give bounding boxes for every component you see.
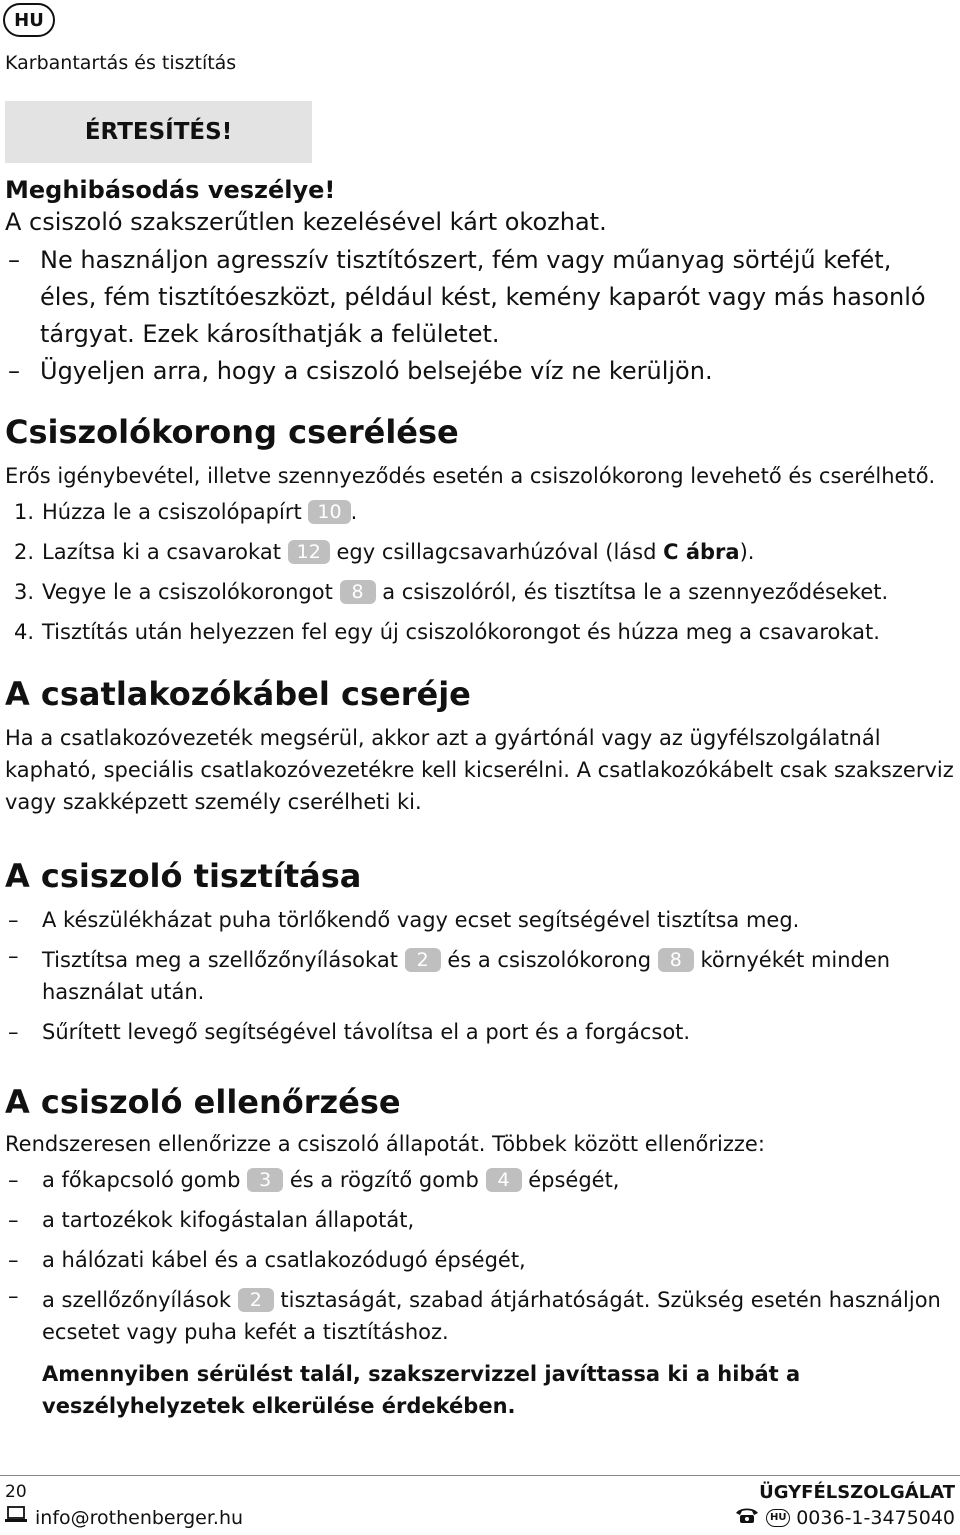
damage-warning-heading: Meghibásodás veszélye! [5,176,336,204]
section-title: A csiszoló ellenőrzése [5,1083,401,1121]
part-number-badge: 8 [340,580,376,604]
section-title: A csiszoló tisztítása [5,857,362,895]
step-item: 3. Vegye le a csiszolókorongot 8 a csiszolóról, és tisztítsa le a szennyeződéseket. [5,572,955,612]
repair-warning: Amennyiben sérülést talál, szakszervizzel javíttassa ki a hibát a veszélyhelyzetek elkerülése érdekében. [42,1362,801,1418]
customer-service-label: ÜGYFÉLSZOLGÁLAT [759,1482,955,1503]
email-link[interactable]: info@rothenberger.hu [35,1506,244,1529]
damage-warning-intro: A csiszoló szakszerűtlen kezelésével kárt okozhat. [5,208,607,236]
notice-item: – Ne használjon agresszív tisztítószert, fém vagy műanyag sörtéjű kefét, éles, fém tisztítóeszközt, például kést, kemény kaparót vagy más hasonló tárgyat. Ezek károsíthatják a felületet. [5,242,955,353]
step-number: 4. [14,620,35,644]
step-item: 2. Lazítsa ki a csavarokat 12 egy csillagcsavarhúzóval (lásd C ábra). [5,532,955,572]
list-item: – a szellőzőnyílások 2 tisztaságát, szabad átjárhatóságát. Szükség esetén használjon ecsetet vagy puha kefét a tisztításhoz. [5,1280,955,1352]
section-title: Csiszolókorong cserélése [5,413,459,451]
language-badge: HU [3,3,55,37]
step-number: 1. [14,500,35,524]
step-item: 4. Tisztítás után helyezzen fel egy új csiszolókorongot és húzza meg a csavarokat. [5,612,955,652]
list-item: – a hálózati kábel és a csatlakozódugó épségét, [5,1240,955,1280]
part-number-badge: 2 [405,948,441,972]
paragraph: Rendszeresen ellenőrizze a csiszoló állapotát. Többek között ellenőrizze: [5,1132,765,1156]
step-number: 3. [14,580,35,604]
part-number-badge: 4 [486,1168,522,1192]
footer-divider [0,1475,960,1476]
main-content [5,174,955,1422]
footer-email [5,1506,243,1529]
paragraph: Erős igénybevétel, illetve szennyeződés esetén a csiszolókorong levehető és cserélhető. [5,464,936,488]
list-item: – a tartozékok kifogástalan állapotát, [5,1200,955,1240]
part-number-badge: 10 [308,500,350,524]
list-item: – Sűrített levegő segítségével távolítsa el a port és a forgácsot. [5,1012,955,1052]
phone-number[interactable]: 0036-1-3475040 [796,1506,955,1529]
step-number: 2. [14,540,35,564]
part-number-badge: 2 [238,1288,274,1312]
section-label: Karbantartás és tisztítás [5,52,237,74]
notice-title: ÉRTESÍTÉS! [84,119,233,145]
list-item: – A készülékházat puha törlőkendő vagy ecset segítségével tisztítsa meg. [5,900,955,940]
list-item: – Tisztítsa meg a szellőzőnyílásokat 2 és a csiszolókorong 8 környékét minden használat után. [5,940,955,1012]
figure-ref: C ábra [663,540,740,564]
phone-icon [734,1506,760,1529]
list-item: – a főkapcsoló gomb 3 és a rögzítő gomb 4 épségét, [5,1160,955,1200]
laptop-icon [5,1506,27,1529]
footer-phone [734,1506,955,1529]
step-item: 1. Húzza le a csiszolópapírt 10 . [5,492,955,532]
page-number: 20 [5,1482,27,1502]
notice-item: – Ügyeljen arra, hogy a csiszoló belsejébe víz ne kerüljön. [5,353,955,390]
section-title: A csatlakozókábel cseréje [5,675,471,713]
part-number-badge: 8 [658,948,694,972]
notice-box [5,101,312,163]
part-number-badge: 3 [247,1168,283,1192]
part-number-badge: 12 [288,540,330,564]
country-code-badge: HU [766,1509,790,1527]
paragraph: Ha a csatlakozóvezeték megsérül, akkor azt a gyártónál vagy az ügyfélszolgálatnál kapható, speciális csatlakozóvezetékre kell kicserélni. A csatlakozókábelt csak szakszerviz vagy szakképzett személy cserélheti ki. [5,726,954,814]
